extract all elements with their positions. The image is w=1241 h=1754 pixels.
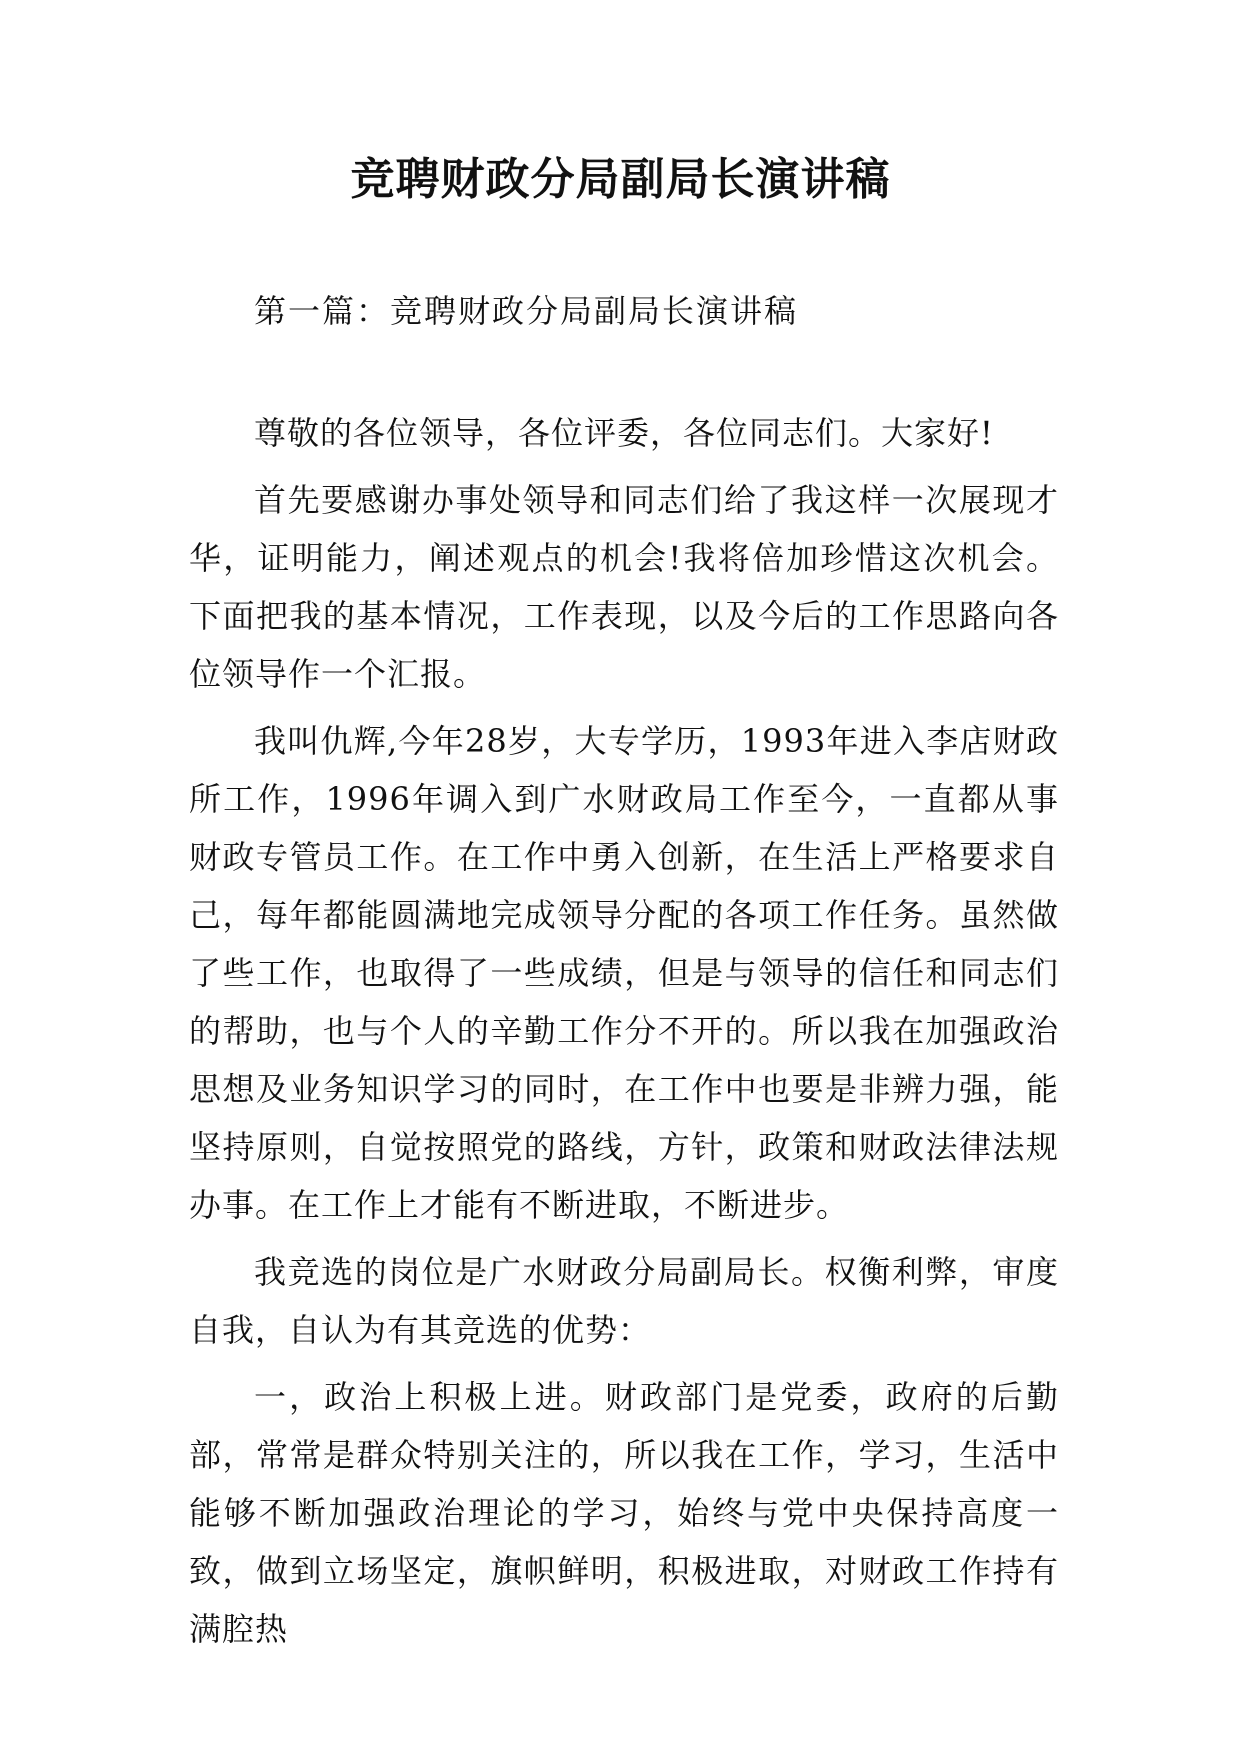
section-heading: 第一篇：竞聘财政分局副局长演讲稿: [254, 292, 799, 330]
paragraph-thanks: 首先要感谢办事处领导和同志们给了我这样一次展现才华，证明能力，阐述观点的机会!我将倍加珍惜这次机会。下面把我的基本情况，工作表现，以及今后的工作思路向各位领导作一个汇报。: [189, 481, 1059, 693]
document-title: 竞聘财政分局副局长演讲稿: [350, 154, 891, 205]
paragraph-position: 我竞选的岗位是广水财政分局副局长。权衡利弊，审度自我，自认为有其竞选的优势：: [189, 1253, 1059, 1349]
document-body: [189, 404, 1059, 1667]
paragraph-advantage-one: 一，政治上积极上进。财政部门是党委，政府的后勤部，常常是群众特别关注的，所以我在工作，学习，生活中能够不断加强政治理论的学习，始终与党中央保持高度一致，做到立场坚定，旗帜鲜明，积极进取，对财政工作持有满腔热: [189, 1378, 1059, 1648]
paragraph-background: 我叫仇辉,今年28岁，大专学历，1993年进入李店财政所工作，1996年调入到广水财政局工作至今，一直都从事财政专管员工作。在工作中勇入创新，在生活上严格要求自己，每年都能圆满地完成领导分配的各项工作任务。虽然做了些工作，也取得了一些成绩，但是与领导的信任和同志们的帮助，也与个人的辛勤工作分不开的。所以我在加强政治思想及业务知识学习的同时，在工作中也要是非辨力强，能坚持原则，自觉按照党的路线，方针，政策和财政法律法规办事。在工作上才能有不断进取，不断进步。: [189, 722, 1059, 1224]
paragraph-greeting: 尊敬的各位领导，各位评委，各位同志们。大家好!: [254, 414, 994, 452]
